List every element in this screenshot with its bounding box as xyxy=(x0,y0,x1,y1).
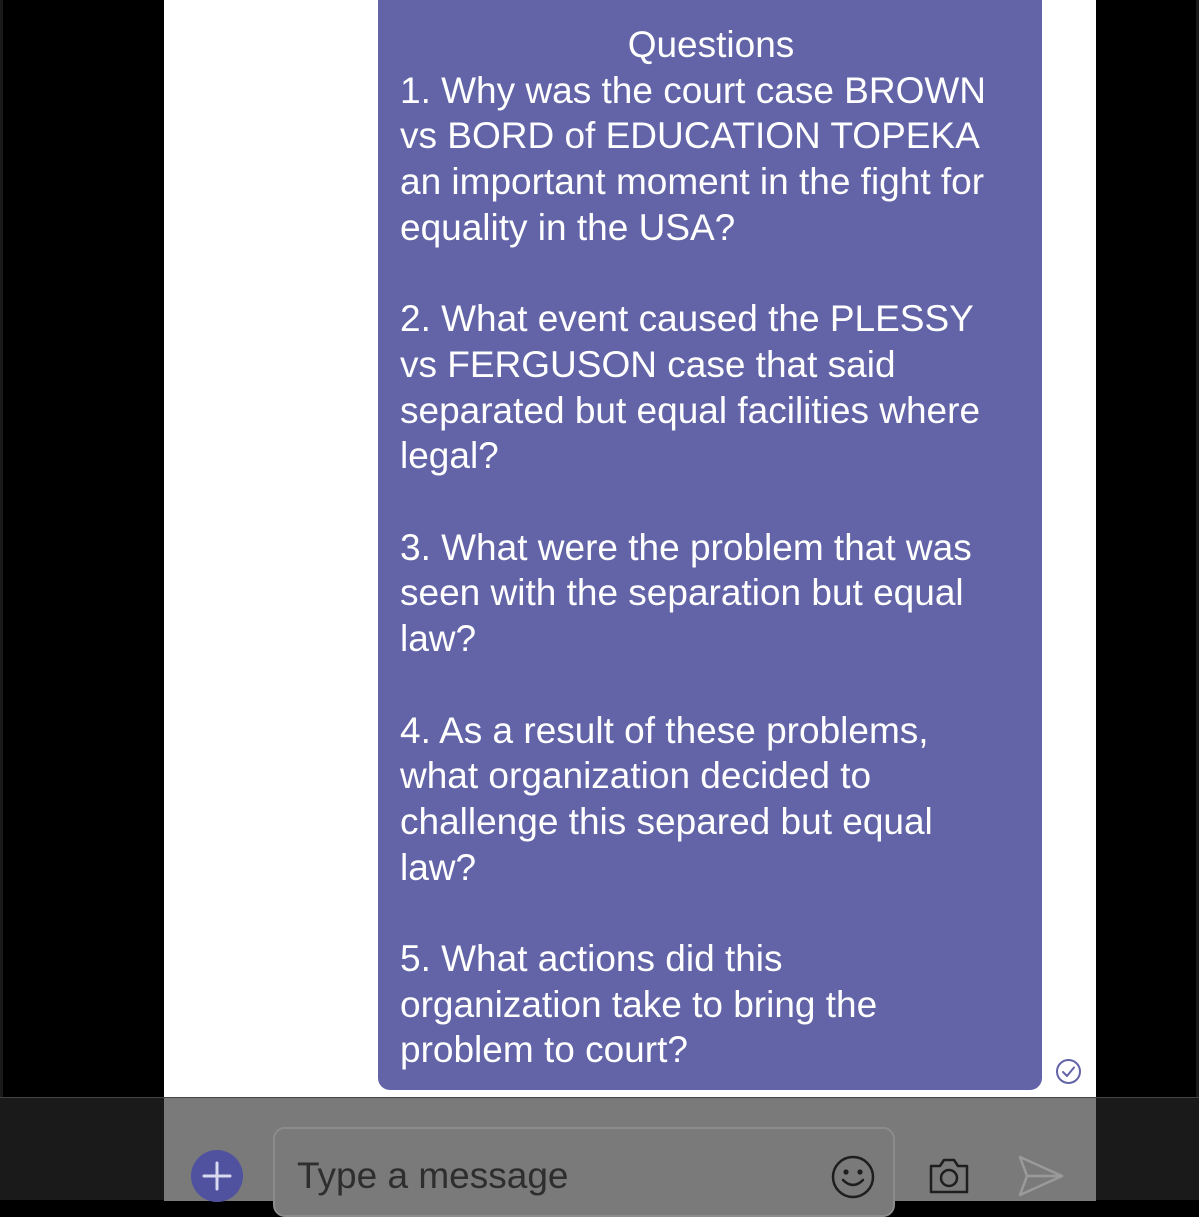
question-1: 1. Why was the court case BROWN vs BORD of EDUCATION TOPEKA an important moment in the fight for equality in the USA? xyxy=(400,69,987,248)
message-title: Questions xyxy=(627,24,795,65)
add-button[interactable] xyxy=(191,1150,243,1202)
plus-icon xyxy=(191,1150,243,1202)
message-placeholder: Type a message xyxy=(297,1155,569,1196)
send-icon[interactable] xyxy=(1016,1153,1066,1199)
question-2: 2. What event caused the PLESSY vs FERGUSON case that said separated but equal facilities where legal? xyxy=(400,298,981,477)
message-input[interactable] xyxy=(273,1127,895,1217)
compose-area xyxy=(164,1098,1096,1201)
question-5: 5. What actions did this organization take to bring the problem to court? xyxy=(400,938,878,1071)
camera-icon[interactable] xyxy=(925,1151,973,1199)
chat-area[interactable] xyxy=(164,0,1096,1097)
compose-bar xyxy=(0,1097,1199,1200)
message-bubble[interactable] xyxy=(378,0,1042,1090)
emoji-icon[interactable] xyxy=(829,1153,877,1201)
check-circle-icon xyxy=(1055,1058,1082,1085)
left-border xyxy=(0,0,3,1097)
question-4: 4. As a result of these problems, what organization decided to challenge this separed but equal law? xyxy=(400,709,933,888)
question-3: 3. What were the problem that was seen with the separation but equal law? xyxy=(400,526,972,660)
